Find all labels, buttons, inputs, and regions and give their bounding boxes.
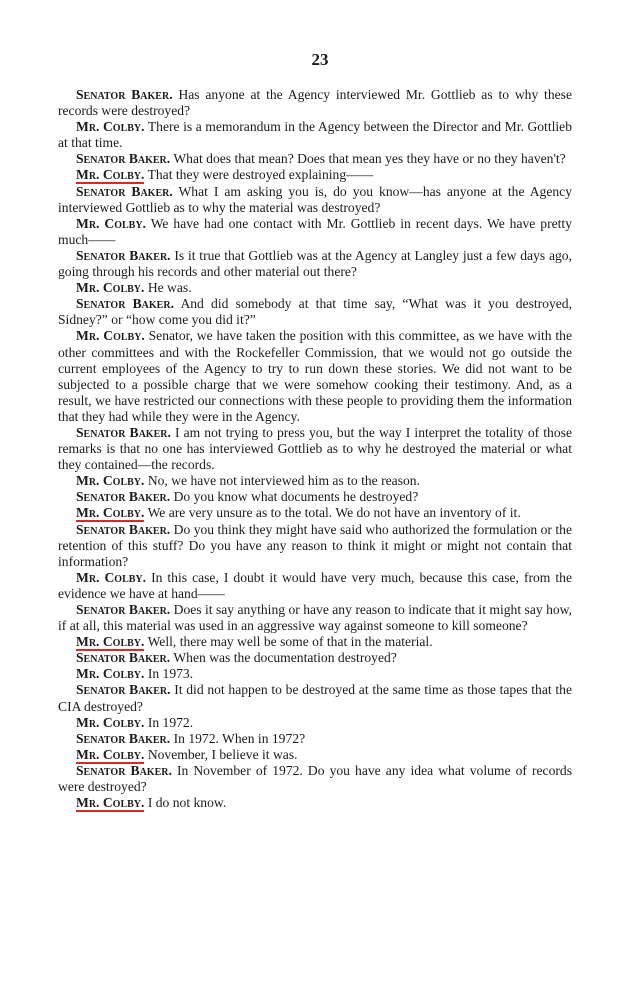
speaker-name: Senator Baker.: [76, 762, 172, 778]
transcript-paragraph: [58, 216, 572, 248]
transcript-paragraph: [58, 650, 572, 666]
speaker-underline-mark: [76, 167, 144, 184]
speaker-name: Senator Baker.: [76, 521, 171, 537]
speaker-name: Mr. Colby.: [76, 505, 145, 521]
speech-text: It did not happen to be destroyed at the same time as those tapes that the CIA destroyed?: [58, 682, 572, 714]
transcript-paragraph: [58, 280, 572, 296]
speaker-wrap: [76, 682, 171, 697]
speaker-underline-mark: [76, 634, 144, 651]
transcript-paragraph: [58, 602, 572, 634]
speech-text: Do you know what documents he destroyed?: [173, 489, 419, 505]
transcript-paragraph: [58, 167, 572, 183]
speech-text: What does that mean? Does that mean yes they have or no they haven't?: [173, 151, 566, 167]
transcript-paragraph: [58, 425, 572, 473]
transcript-paragraph: [58, 747, 572, 763]
speaker-wrap: [76, 489, 170, 504]
speaker-wrap: [76, 715, 144, 730]
speaker-name: Mr. Colby.: [76, 746, 145, 762]
transcript-paragraph: [58, 666, 572, 682]
speech-text: Do you think they might have said who authorized the formulation or the retention of this stuff? Do you have any reason to think it might or might not contain that information?: [58, 521, 572, 569]
speaker-name: Mr. Colby.: [76, 714, 145, 730]
transcript-body: [58, 87, 572, 811]
speaker-underline-mark: [76, 795, 144, 812]
speaker-name: Mr. Colby.: [76, 167, 145, 183]
page-number: 23: [311, 50, 329, 69]
speech-text: In November of 1972. Do you have any idea what volume of records were destroyed?: [58, 762, 572, 795]
transcript-paragraph: [58, 119, 572, 151]
speaker-name: Senator Baker.: [76, 87, 173, 102]
speaker-name: Mr. Colby.: [76, 215, 146, 231]
transcript-paragraph: [58, 328, 572, 425]
speaker-wrap: [76, 87, 173, 102]
speaker-name: Senator Baker.: [76, 602, 171, 617]
speech-text: We are very unsure as to the total. We do not have an inventory of it.: [147, 505, 521, 521]
transcript-paragraph: [58, 634, 572, 650]
speaker-wrap: [76, 522, 170, 537]
speech-text: Does it say anything or have any reason to indicate that it might say how, if at all, this material was used in an aggressive way against someone to kill someone?: [58, 602, 572, 634]
speaker-wrap: [76, 184, 173, 199]
speaker-wrap: [76, 473, 144, 488]
speech-text: That they were destroyed explaining——: [147, 167, 374, 183]
speaker-name: Mr. Colby.: [76, 795, 145, 811]
speaker-wrap: [76, 650, 170, 665]
transcript-paragraph: [58, 763, 572, 795]
speech-text: We have had one contact with Mr. Gottlieb in recent days. We have pretty much——: [58, 215, 573, 247]
speaker-name: Mr. Colby.: [76, 666, 145, 682]
transcript-paragraph: [58, 248, 572, 280]
speaker-name: Mr. Colby.: [76, 119, 145, 135]
speaker-name: Senator Baker.: [76, 489, 171, 505]
speech-text: I do not know.: [147, 795, 227, 811]
speaker-name: Senator Baker.: [76, 424, 171, 440]
speaker-wrap: [76, 119, 145, 134]
speaker-name: Mr. Colby.: [76, 634, 145, 650]
speaker-name: Senator Baker.: [76, 682, 171, 698]
speaker-wrap: [76, 296, 174, 311]
speaker-wrap: [76, 216, 146, 231]
speech-text: There is a memorandum in the Agency between the Director and Mr. Gottlieb at that time.: [58, 119, 572, 151]
transcript-paragraph: [58, 473, 572, 489]
speaker-name: Mr. Colby.: [76, 328, 145, 344]
transcript-paragraph: [58, 489, 572, 505]
speaker-wrap: [76, 666, 144, 681]
speech-text: In 1972.: [147, 714, 194, 730]
speaker-wrap: [76, 602, 170, 617]
speaker-name: Mr. Colby.: [76, 280, 145, 296]
transcript-paragraph: [58, 731, 572, 747]
transcript-paragraph: [58, 682, 572, 714]
speech-text: No, we have not interviewed him as to the reason.: [147, 473, 420, 489]
speech-text: Senator, we have taken the position with this committee, as we have with the other committees and with the Rockefeller Commission, that we would not go outside the current employees of the Agency to try to run down these stories. We did not want to be subjected to a possible charge that we were somehow cooking their testimony. And, as a result, we have restricted our connections with these people to providing them the information that they had while they were in the Agency.: [58, 328, 572, 424]
speaker-name: Mr. Colby.: [76, 569, 147, 585]
transcript-paragraph: [58, 184, 572, 216]
speaker-name: Mr. Colby.: [76, 473, 145, 489]
speaker-wrap: [76, 763, 172, 778]
speech-text: In 1973.: [147, 666, 194, 682]
speech-text: When was the documentation destroyed?: [173, 650, 397, 666]
speaker-wrap: [76, 425, 171, 440]
speech-text: Has anyone at the Agency interviewed Mr. Gottlieb as to why these records were destroyed?: [58, 87, 572, 119]
speech-text: I am not trying to press you, but the way I interpret the totality of those remarks is that no one has interviewed Gottlieb as to why he destroyed the material or what they contained—the records.: [58, 424, 572, 473]
transcript-paragraph: [58, 296, 572, 328]
speaker-wrap: [76, 328, 145, 343]
speech-text: He was.: [147, 280, 192, 296]
speech-text: Is it true that Gottlieb was at the Agency at Langley just a few days ago, going through his records and other material out there?: [58, 247, 572, 280]
speaker-name: Senator Baker.: [76, 296, 174, 312]
speech-text: In this case, I doubt it would have very much, because this case, from the evidence we have at hand——: [58, 569, 572, 601]
speech-text: In 1972. When in 1972?: [173, 730, 306, 746]
speaker-wrap: [76, 280, 144, 295]
speaker-name: Senator Baker.: [76, 183, 173, 199]
transcript-paragraph: [58, 505, 572, 521]
speaker-wrap: [76, 570, 146, 585]
speaker-name: Senator Baker.: [76, 151, 171, 167]
transcript-paragraph: [58, 151, 572, 167]
speaker-name: Senator Baker.: [76, 247, 171, 263]
speaker-name: Senator Baker.: [76, 730, 171, 746]
transcript-paragraph: [58, 570, 572, 602]
speaker-wrap: [76, 151, 170, 166]
speaker-underline-mark: [76, 505, 144, 522]
transcript-paragraph: [58, 522, 572, 570]
speech-text: November, I believe it was.: [147, 746, 298, 762]
speech-text: Well, there may well be some of that in the material.: [147, 634, 433, 650]
speech-text: What I am asking you is, do you know—has anyone at the Agency interviewed Gottlieb as to why the material was destroyed?: [58, 183, 572, 215]
speaker-name: Senator Baker.: [76, 650, 171, 666]
transcript-paragraph: [58, 87, 572, 119]
speaker-underline-mark: [76, 747, 144, 764]
transcript-paragraph: [58, 795, 572, 811]
transcript-paragraph: [58, 715, 572, 731]
speaker-wrap: [76, 731, 170, 746]
speech-text: And did somebody at that time say, “What was it you destroyed, Sidney?” or “how come you did it?”: [58, 296, 573, 328]
speaker-wrap: [76, 248, 171, 263]
